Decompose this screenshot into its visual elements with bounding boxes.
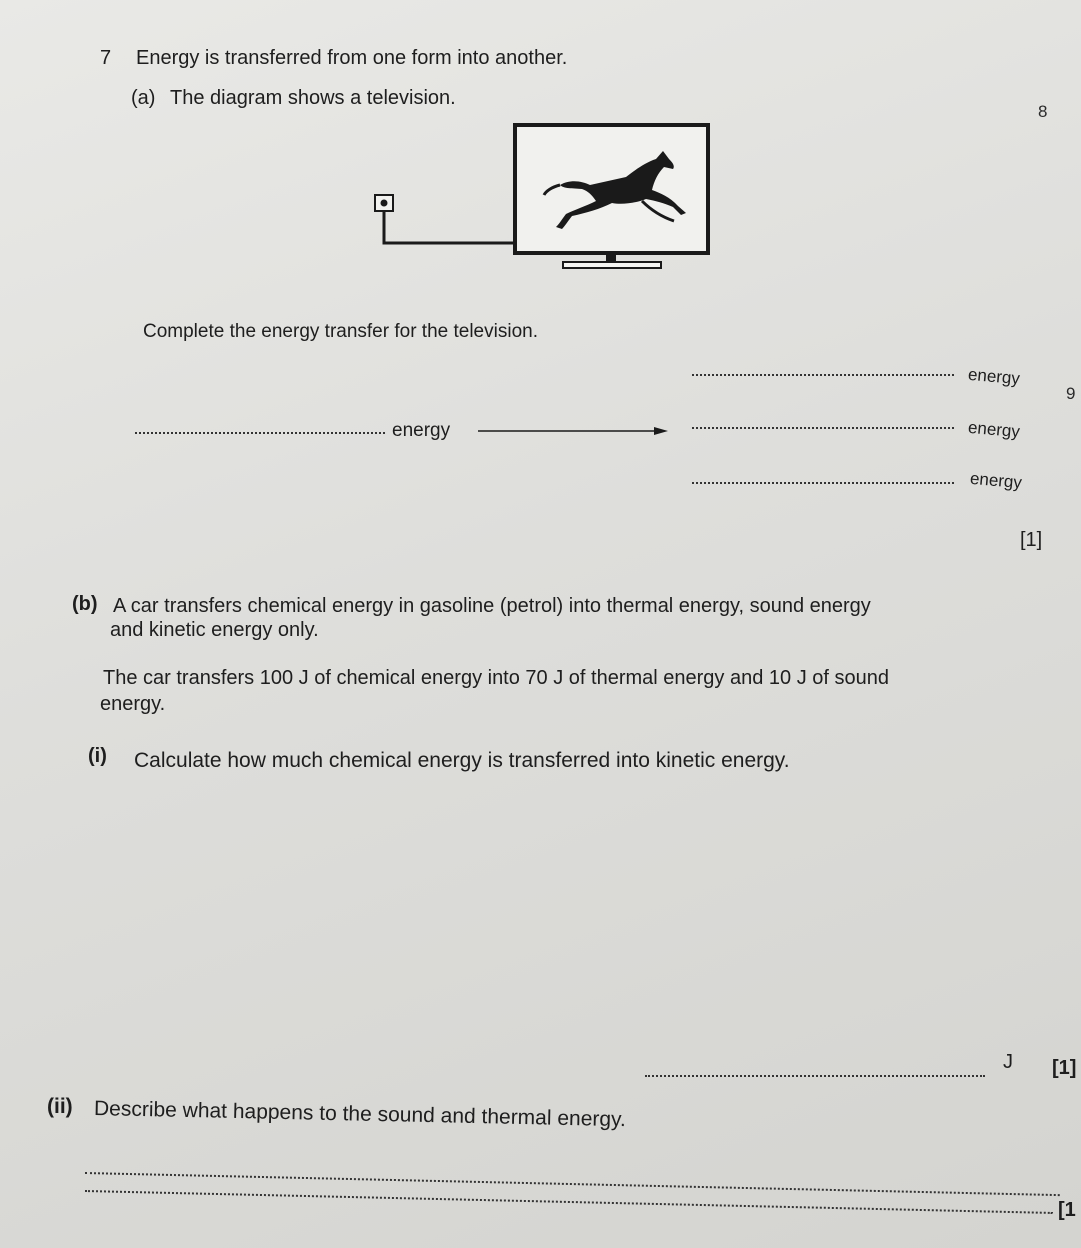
output-energy-3-blank[interactable] (692, 482, 954, 484)
input-energy-label: energy (392, 420, 451, 441)
power-cable (384, 211, 515, 243)
tv-stand (563, 253, 661, 268)
part-b-statement-line2: and kinetic energy only. (110, 619, 319, 641)
part-b-i-label: (i) (88, 745, 107, 767)
part-b-ii-mark: [1 (1058, 1199, 1076, 1221)
part-b-ii-question: Describe what happens to the sound and thermal energy. (93, 1097, 627, 1132)
output-energy-1-blank[interactable] (692, 374, 954, 376)
part-b-info-line2: energy. (100, 693, 166, 715)
margin-number-8: 8 (1038, 102, 1048, 121)
part-a-instruction: Complete the energy transfer for the television. (143, 321, 538, 342)
part-a-label: (a) (131, 87, 156, 109)
part-b-i-unit: J (1003, 1051, 1013, 1073)
part-b-ii-label: (ii) (47, 1095, 73, 1118)
part-a-mark: [1] (1020, 529, 1043, 551)
part-a-intro: The diagram shows a television. (170, 87, 456, 109)
output-energy-2-blank[interactable] (692, 427, 954, 429)
part-b-label: (b) (72, 593, 98, 615)
output-energy-2-label: energy (967, 417, 1021, 442)
transfer-arrow (478, 424, 670, 438)
wall-socket-icon (375, 195, 393, 211)
output-energy-3-label: energy (969, 468, 1023, 493)
answer-line-2[interactable] (85, 1190, 1053, 1214)
part-b-statement-line1: A car transfers chemical energy in gasoline (petrol) into thermal energy, sound energy (113, 595, 871, 617)
part-b-i-question: Calculate how much chemical energy is transferred into kinetic energy. (134, 749, 790, 772)
output-energy-1-label: energy (967, 364, 1021, 389)
margin-number-9: 9 (1066, 384, 1076, 403)
television-diagram (360, 115, 730, 280)
part-b-info-line1: The car transfers 100 J of chemical energy into 70 J of thermal energy and 10 J of sound (103, 667, 889, 689)
question-number: 7 (100, 47, 112, 69)
question-stem: Energy is transferred from one form into another. (136, 47, 568, 69)
kinetic-energy-answer-blank[interactable] (645, 1075, 985, 1077)
part-b-i-mark: [1] (1052, 1057, 1077, 1079)
input-energy-blank[interactable] (135, 432, 385, 434)
